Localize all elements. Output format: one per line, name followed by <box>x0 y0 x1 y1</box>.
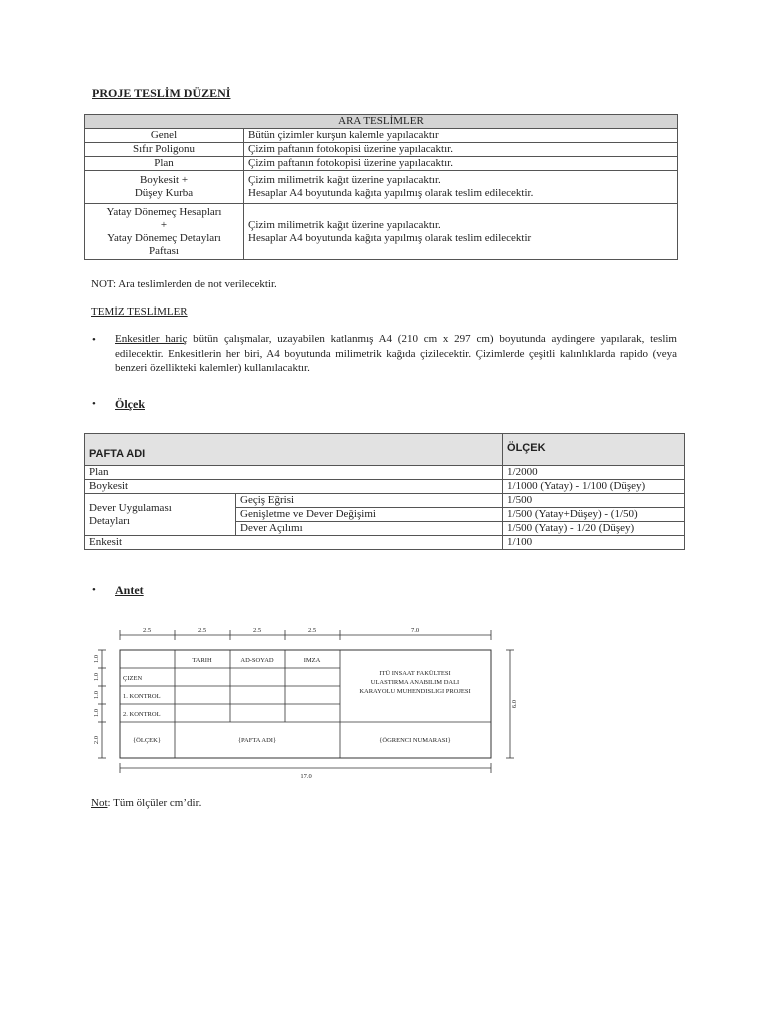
ara-row-name: Sıfır Poligonu <box>85 143 244 157</box>
dim-left: 1.0 <box>93 690 100 700</box>
antet-heading: Antet <box>115 583 144 597</box>
ara-row-name <box>85 204 244 260</box>
pafta-subname: Dever Açılımı <box>236 522 503 536</box>
pafta-name-line: Detayları <box>89 514 130 527</box>
pafta-scale: 1/500 <box>503 494 685 508</box>
pafta-name-dever <box>85 494 236 536</box>
antet-col-header: AD-SOYAD <box>240 657 274 664</box>
footnote <box>91 797 201 809</box>
olcek-header: ÖLÇEK <box>503 434 685 466</box>
bullet: • <box>92 584 96 596</box>
institution-line: KARAYOLU MUHENDISLIGI PROJESI <box>359 688 471 695</box>
pafta-scale: 1/500 (Yatay) - 1/20 (Düşey) <box>503 522 685 536</box>
ara-row-desc: Çizim paftanın fotokopisi üzerine yapılacaktır. <box>244 157 678 171</box>
antet-bottom-cell: {ÖLÇEK} <box>133 737 161 744</box>
ara-row-name: Plan <box>85 157 244 171</box>
dim-left: 1.0 <box>93 672 100 682</box>
dim-right: 6.0 <box>511 699 518 709</box>
pafta-name-line: Dever Uygulaması <box>89 501 172 514</box>
ara-row-desc: Çizim paftanın fotokopisi üzerine yapılacaktır. <box>244 143 678 157</box>
dim-top: 2.5 <box>307 627 317 634</box>
dim-top: 2.5 <box>252 627 262 634</box>
institution-line: ITÜ INSAAT FAKÜLTESI <box>379 670 451 677</box>
dim-left: 2.0 <box>93 735 100 745</box>
pafta-scale: 1/1000 (Yatay) - 1/100 (Düşey) <box>503 480 685 494</box>
ara-row-desc <box>244 204 678 260</box>
pafta-name: Boykesit <box>85 480 503 494</box>
pafta-scale: 1/2000 <box>503 466 685 480</box>
temiz-teslimler-heading: TEMİZ TESLİMLER <box>91 306 188 318</box>
ara-row-name-line: Paftası <box>149 244 179 257</box>
note-ara-teslim: NOT: Ara teslimlerden de not verilecektir. <box>91 278 277 290</box>
olcek-heading: Ölçek <box>115 397 145 411</box>
ara-row-name-line: + <box>160 218 168 231</box>
institution-line: ULASTIRMA ANABILIM DALI <box>370 679 460 686</box>
ara-row-name-line: Yatay Dönemeç Detayları <box>107 231 221 244</box>
antet-col-header: TARIH <box>192 657 212 664</box>
pafta-subname: Geçiş Eğrisi <box>236 494 503 508</box>
olcek-table <box>84 433 685 550</box>
ara-row-desc-line: Çizim milimetrik kağıt üzerine yapılacaktır. <box>248 174 441 186</box>
antet-col-header: IMZA <box>303 657 321 664</box>
page-title: PROJE TESLİM DÜZENİ <box>92 86 231 100</box>
pafta-scale: 1/500 (Yatay+Düşey) - (1/50) <box>503 508 685 522</box>
antet-row-label: 1. KONTROL <box>123 693 161 700</box>
temiz-teslimler-paragraph <box>115 332 677 376</box>
pafta-scale: 1/100 <box>503 536 685 550</box>
bullet: • <box>92 334 96 346</box>
ara-row-name-line: Yatay Dönemeç Hesapları <box>106 205 222 218</box>
antet-row-label: ÇIZEN <box>123 675 143 682</box>
dim-left: 1.0 <box>93 708 100 718</box>
pafta-name: Plan <box>85 466 503 480</box>
bullet: • <box>92 398 96 410</box>
ara-teslimler-header: ARA TESLİMLER <box>85 115 678 129</box>
ara-row-desc-line: Hesaplar A4 boyutunda kağıta yapılmış olarak teslim edilecektir. <box>248 187 534 199</box>
ara-row-desc: Bütün çizimler kurşun kalemle yapılacaktır <box>244 129 678 143</box>
antet-row-label: 2. KONTROL <box>123 711 161 718</box>
pafta-adi-header: PAFTA ADI <box>85 434 503 466</box>
ara-row-desc-line: Hesaplar A4 boyutunda kağıta yapılmış olarak teslim edilecektir <box>248 231 532 244</box>
paragraph-body: bütün çalışmalar, uzayabilen katlanmış A4 (210 cm x 297 cm) boyutunda aydingere yapılarak, teslim edilecektir. Enkesitlerin her biri, A4 boyutunda milimetrik kağıda çizilecektir. Çizimlerde çeşitli kalınlıklarda rapido (veya benzeri özellikteki kalemler) kullanılacaktır. <box>115 333 677 374</box>
pafta-subname: Genişletme ve Dever Değişimi <box>236 508 503 522</box>
ara-row-name-line: Boykesit + <box>139 174 189 186</box>
dim-top: 2.5 <box>142 627 152 634</box>
pafta-name: Enkesit <box>85 536 503 550</box>
dim-bottom: 17.0 <box>300 773 312 780</box>
footnote-label: Not <box>91 797 108 809</box>
enkesitler-haric-text: Enkesitler hariç <box>115 333 188 345</box>
antet-bottom-cell: {ÖGRENCI NUMARASI} <box>379 737 451 744</box>
dim-top: 7.0 <box>410 627 420 634</box>
ara-row-name <box>85 171 244 204</box>
dim-top: 2.5 <box>197 627 207 634</box>
ara-row-name: Genel <box>85 129 244 143</box>
ara-row-desc-line: Çizim milimetrik kağıt üzerine yapılacaktır. <box>248 218 441 231</box>
antet-bottom-cell: {PAFTA ADI} <box>237 737 277 744</box>
ara-row-desc <box>244 171 678 204</box>
ara-teslimler-table <box>84 114 678 260</box>
dim-left: 1.0 <box>93 654 100 664</box>
antet-drawing <box>88 620 528 780</box>
ara-row-name-line: Düşey Kurba <box>134 187 194 199</box>
footnote-text: : Tüm ölçüler cm’dir. <box>107 797 202 809</box>
